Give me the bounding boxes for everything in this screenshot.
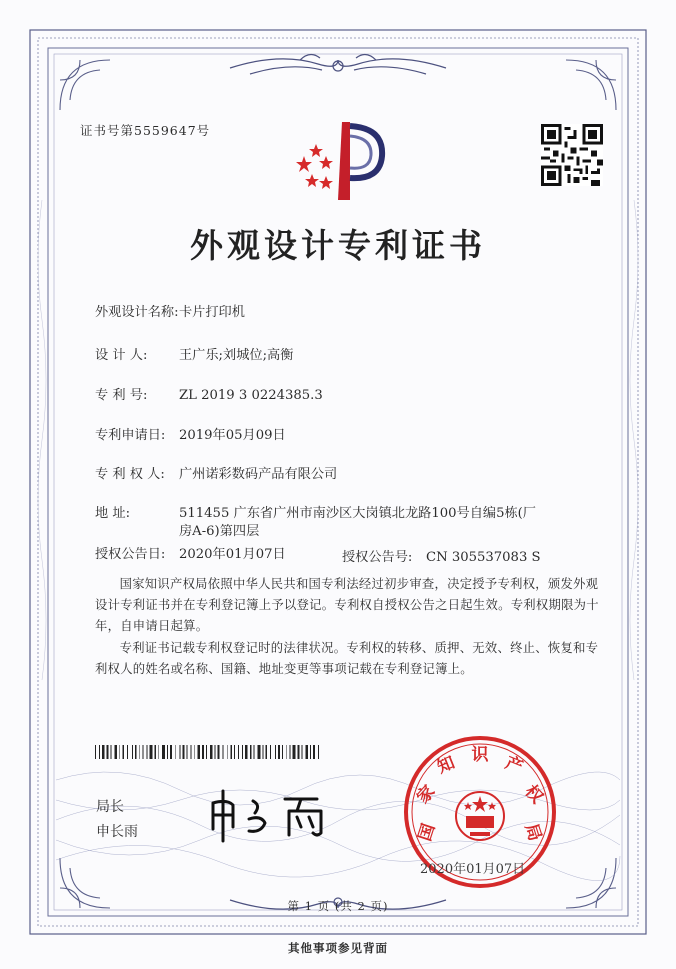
- filing-date-row: [95, 427, 286, 445]
- signature-name: 申长雨: [96, 824, 138, 840]
- grant-date-row: [95, 546, 286, 564]
- address-row: [95, 505, 565, 541]
- svg-text:家: 家: [413, 781, 440, 808]
- svg-text:局: 局: [520, 821, 545, 844]
- designer-label: 设 计 人:: [95, 348, 148, 363]
- qr-code: [541, 124, 603, 186]
- designer-row: [95, 347, 293, 365]
- svg-text:国: 国: [415, 821, 440, 844]
- design-name-value: 卡片打印机: [179, 305, 245, 320]
- patent-no-label: 专 利 号:: [95, 388, 148, 403]
- svg-text:产: 产: [502, 752, 526, 778]
- certificate-number: 证书号第5559647号: [80, 123, 211, 138]
- grant-no-label: 授权公告号:: [342, 550, 413, 565]
- patentee-row: [95, 466, 337, 484]
- handwritten-signature: [205, 785, 345, 845]
- svg-text:识: 识: [471, 745, 489, 765]
- seal-date: 2020年01月07日: [420, 862, 526, 877]
- svg-text:知: 知: [434, 752, 458, 778]
- patentee-label: 专 利 权 人:: [95, 467, 165, 482]
- patentee-value: 广州诺彩数码产品有限公司: [179, 467, 338, 482]
- svg-text:权: 权: [520, 781, 547, 808]
- address-value: 511455 广东省广州市南沙区大岗镇北龙路100号自编5栋(厂房A-6)第四层: [179, 506, 536, 539]
- statement-paragraph-2: 专利证书记载专利权登记时的法律状况。专利权的转移、质押、无效、终止、恢复和专利权人的姓名或名称、国籍、地址变更等事项记载在专利登记簿上。: [95, 641, 599, 676]
- design-name-row: [95, 304, 245, 322]
- signature-title: 局长: [96, 799, 124, 815]
- patent-no-value: ZL 2019 3 0224385.3: [179, 388, 323, 403]
- grant-no-value: CN 305537083 S: [426, 550, 541, 565]
- barcode: [95, 745, 320, 759]
- design-name-label: 外观设计名称:: [95, 305, 179, 320]
- filing-date-label: 专利申请日:: [95, 428, 166, 443]
- statement-paragraph-1: 国家知识产权局依照中华人民共和国专利法经过初步审查，决定授予专利权，颁发外观设计专利证书并在专利登记簿上予以登记。专利权自授权公告之日起生效。专利权期限为十年，自申请日起算。: [95, 577, 599, 633]
- page-number: 第 1 页 (共 2 页): [287, 899, 389, 913]
- grant-date-value: 2020年01月07日: [179, 547, 286, 562]
- patent-no-row: [95, 387, 323, 405]
- designer-value: 王广乐;刘城位;高衡: [179, 348, 294, 363]
- cnipa-logo: [292, 118, 392, 204]
- grant-no-row: [342, 546, 541, 565]
- filing-date-value: 2019年05月09日: [179, 428, 286, 443]
- back-note: 其他事项参见背面: [288, 941, 388, 955]
- address-label: 地 址:: [95, 506, 131, 521]
- certificate-title: 外观设计专利证书: [190, 226, 486, 265]
- grant-date-label: 授权公告日:: [95, 547, 166, 562]
